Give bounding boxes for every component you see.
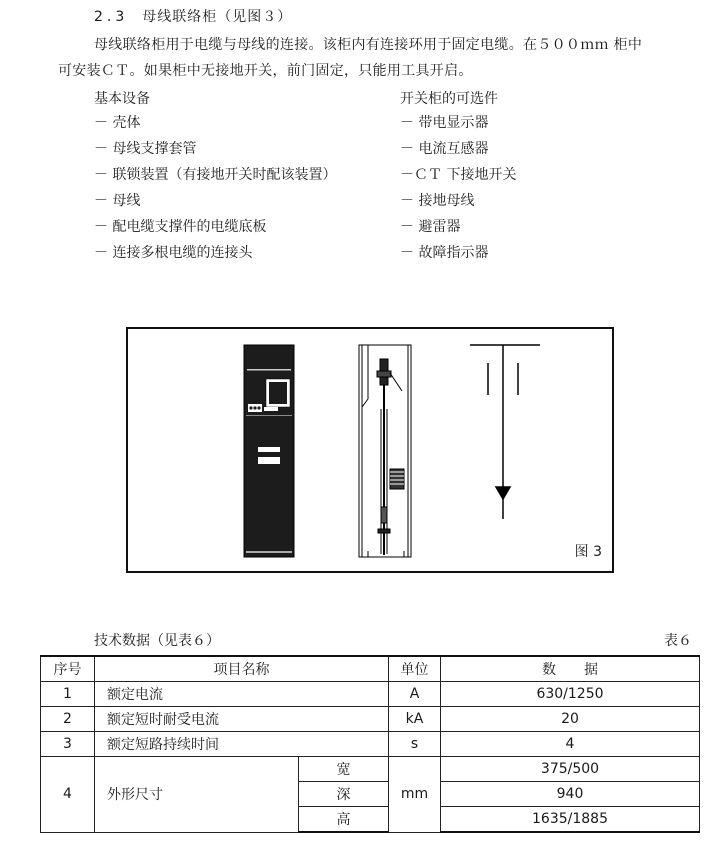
- basic-equipment-list: [94, 113, 336, 269]
- optional-parts-list: [400, 113, 516, 269]
- list-item: － 接地母线: [400, 193, 475, 209]
- cell-value: 940: [441, 782, 700, 807]
- table-row: [41, 707, 700, 732]
- list-item: － 避雷器: [400, 219, 461, 235]
- table-row: [41, 757, 700, 782]
- switchgear-drawings: [128, 329, 612, 571]
- basic-equipment-heading: 基本设备: [94, 91, 150, 107]
- cell-name: 额定短路持续时间: [95, 732, 389, 757]
- cell-no: 1: [41, 682, 95, 707]
- list-item: － 壳体: [94, 115, 141, 131]
- header-value: 数 据: [441, 656, 700, 682]
- list-item: － 配电缆支撑件的电缆底板: [94, 219, 267, 235]
- cabinet-section-view: [359, 345, 411, 557]
- table-header-row: [41, 656, 700, 682]
- cell-value: 1635/1885: [441, 807, 700, 833]
- cell-value: 630/1250: [441, 682, 700, 707]
- technical-data-table: [40, 655, 700, 833]
- cell-name: 额定短时耐受电流: [95, 707, 389, 732]
- cell-value: 375/500: [441, 757, 700, 782]
- list-item: － 连接多根电缆的连接头: [94, 245, 253, 261]
- cell-value: 20: [441, 707, 700, 732]
- cell-value: 4: [441, 732, 700, 757]
- figure-caption: 图 3: [574, 544, 602, 560]
- description-line-2: 可安装ＣＴ。如果柜中无接地开关，前门固定，只能用工具开启。: [58, 63, 473, 79]
- cabinet-front-view: [244, 345, 294, 557]
- list-item: － 联锁装置（有接地开关时配该装置）: [94, 167, 337, 183]
- header-unit: 单位: [389, 656, 441, 682]
- table-row: [41, 682, 700, 707]
- table-row: [41, 732, 700, 757]
- list-item: － 电流互感器: [400, 141, 489, 157]
- cell-unit: kA: [389, 707, 441, 732]
- single-line-diagram: [470, 345, 540, 519]
- cell-sub-label: 宽: [299, 757, 389, 782]
- section-heading: [94, 6, 292, 26]
- description-line-1: 母线联络柜用于电缆与母线的连接。该柜内有连接环用于固定电缆。在５００ｍｍ 柜中: [94, 37, 643, 53]
- cell-name: 额定电流: [95, 682, 389, 707]
- cell-name: 外形尺寸: [95, 757, 299, 833]
- cell-no: 3: [41, 732, 95, 757]
- header-no: 序号: [41, 656, 95, 682]
- section-number: 2.3: [94, 9, 129, 25]
- list-item: －ＣＴ 下接地开关: [400, 167, 517, 183]
- list-item: － 故障指示器: [400, 245, 489, 261]
- cell-sub-label: 高: [299, 807, 389, 833]
- cell-unit: s: [389, 732, 441, 757]
- table-title: 技术数据（见表６）: [94, 633, 220, 649]
- header-item-name: 项目名称: [95, 656, 389, 682]
- table-number: 表６: [664, 633, 692, 649]
- list-item: － 带电显示器: [400, 115, 489, 131]
- optional-parts-heading: 开关柜的可选件: [400, 91, 498, 107]
- cell-unit: A: [389, 682, 441, 707]
- cell-no: 2: [41, 707, 95, 732]
- cell-sub-label: 深: [299, 782, 389, 807]
- cell-no: 4: [41, 757, 95, 833]
- section-title: 母线联络柜（见图３）: [142, 9, 293, 25]
- figure-3: [126, 327, 614, 573]
- cell-unit: mm: [389, 757, 441, 833]
- list-item: － 母线: [94, 193, 141, 209]
- list-item: － 母线支撑套管: [94, 141, 197, 157]
